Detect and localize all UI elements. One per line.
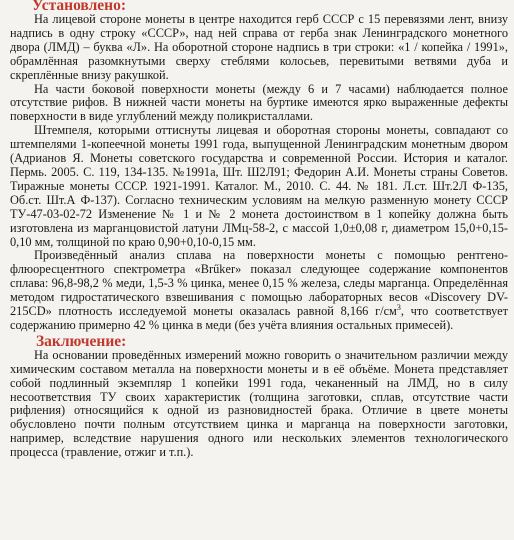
paragraph-dies-and-specs: Штемпеля, которыми оттиснуты лицевая и оборотная стороны монеты, совпадают со штемпелями 1-копеечной монеты 1991 года, выпущенной Ленинградским монетным двором (Адрианов Я. Монеты советского государства и современной России. История и каталог. Пермь. 2005. С. 119, 134-135. №1991а, Шт. Ш2Л91; Федорин А.И. Монеты страны Советов. Тиражные монеты СССР. 1921-1991. Каталог. М., 2010. С. 44. № 181. Л.ст. Шт.2Л Ф-135, Об.ст. Шт.А Ф-137). Согласно техническим условиям на мелкую разменную монету СССР ТУ-47-03-02-72 Изменение № 1 и № 2 монета достоинством в 1 копейку должна быть изготовлена из марганцовистой латуни ЛМц-58-2, с массой 1,0±0,08 г, диаметром 15,0+0,15-0,10 мм, толщиной по краю 0,90+0,10-0,15 мм.	[10, 123, 508, 249]
paragraph-conclusion: На основании проведённых измерений можно говорить о значительном различии между химическим составом металла на поверхности монеты и в её объёме. Монета представляет собой подлинный экземпляр 1 копейки 1991 года, чеканенный на ЛМД, но в силу несоответствия ТУ своих характеристик (толщина заготовки, сплав, отсутствие части рифления) относящийся к одной из разновидностей брака. Отличие в цвете монеты обусловлено почти полным отсутствием цинка и марганца на поверхности заготовки, например, вследствие нарушения одного или нескольких элементов технологического процесса (травление, отжиг и т.п.).	[10, 347, 508, 460]
section-heading-established: Установлено:	[32, 0, 127, 14]
density-unit-superscript: 3	[396, 302, 401, 312]
alloy-analysis-text: Произведённый анализ сплава на поверхности монеты с помощью рентгено-флюоресцентного спектрометра «Brűker» показал следующее содержание компонентов сплава: 96,8-98,2 % меди, 1,5-3 % цинка, менее 0,15 % железа, следы марганца. Определённая методом гидростатического взвешивания с помощью лабораторных весов «Discovery DV-215CD» плотность исследуемой монеты оказалась равной 8,166 г/см	[10, 248, 508, 319]
paragraph-alloy-analysis	[10, 249, 508, 332]
paragraph-coin-description: На лицевой стороне монеты в центре находится герб СССР с 15 перевязями лент, внизу надпись в одну строку «СССР», над ней справа от герба знак Ленинградского монетного двора (ЛМД) – буква «Л». На оборотной стороне надпись в три строки: «1 / копейка / 1991», обрамлённая разомкнутыми сверху стеблями колосьев, перевитыми ветвями дуба и скреплённые внизу ракушкой.	[10, 12, 508, 82]
alloy-analysis-text-end: , что соответствует содержанию примерно 42 % цинка в меди (без учёта влияния остальных примесей).	[10, 304, 508, 332]
paragraph-edge-defects: На части боковой поверхности монеты (между 6 и 7 часами) наблюдается полное отсутствие рифов. В нижней части монеты на буртике имеются ярко выраженные дефекты поверхности в виде углублений между поликристаллами.	[10, 81, 508, 124]
section-heading-conclusion: Заключение:	[36, 332, 127, 350]
